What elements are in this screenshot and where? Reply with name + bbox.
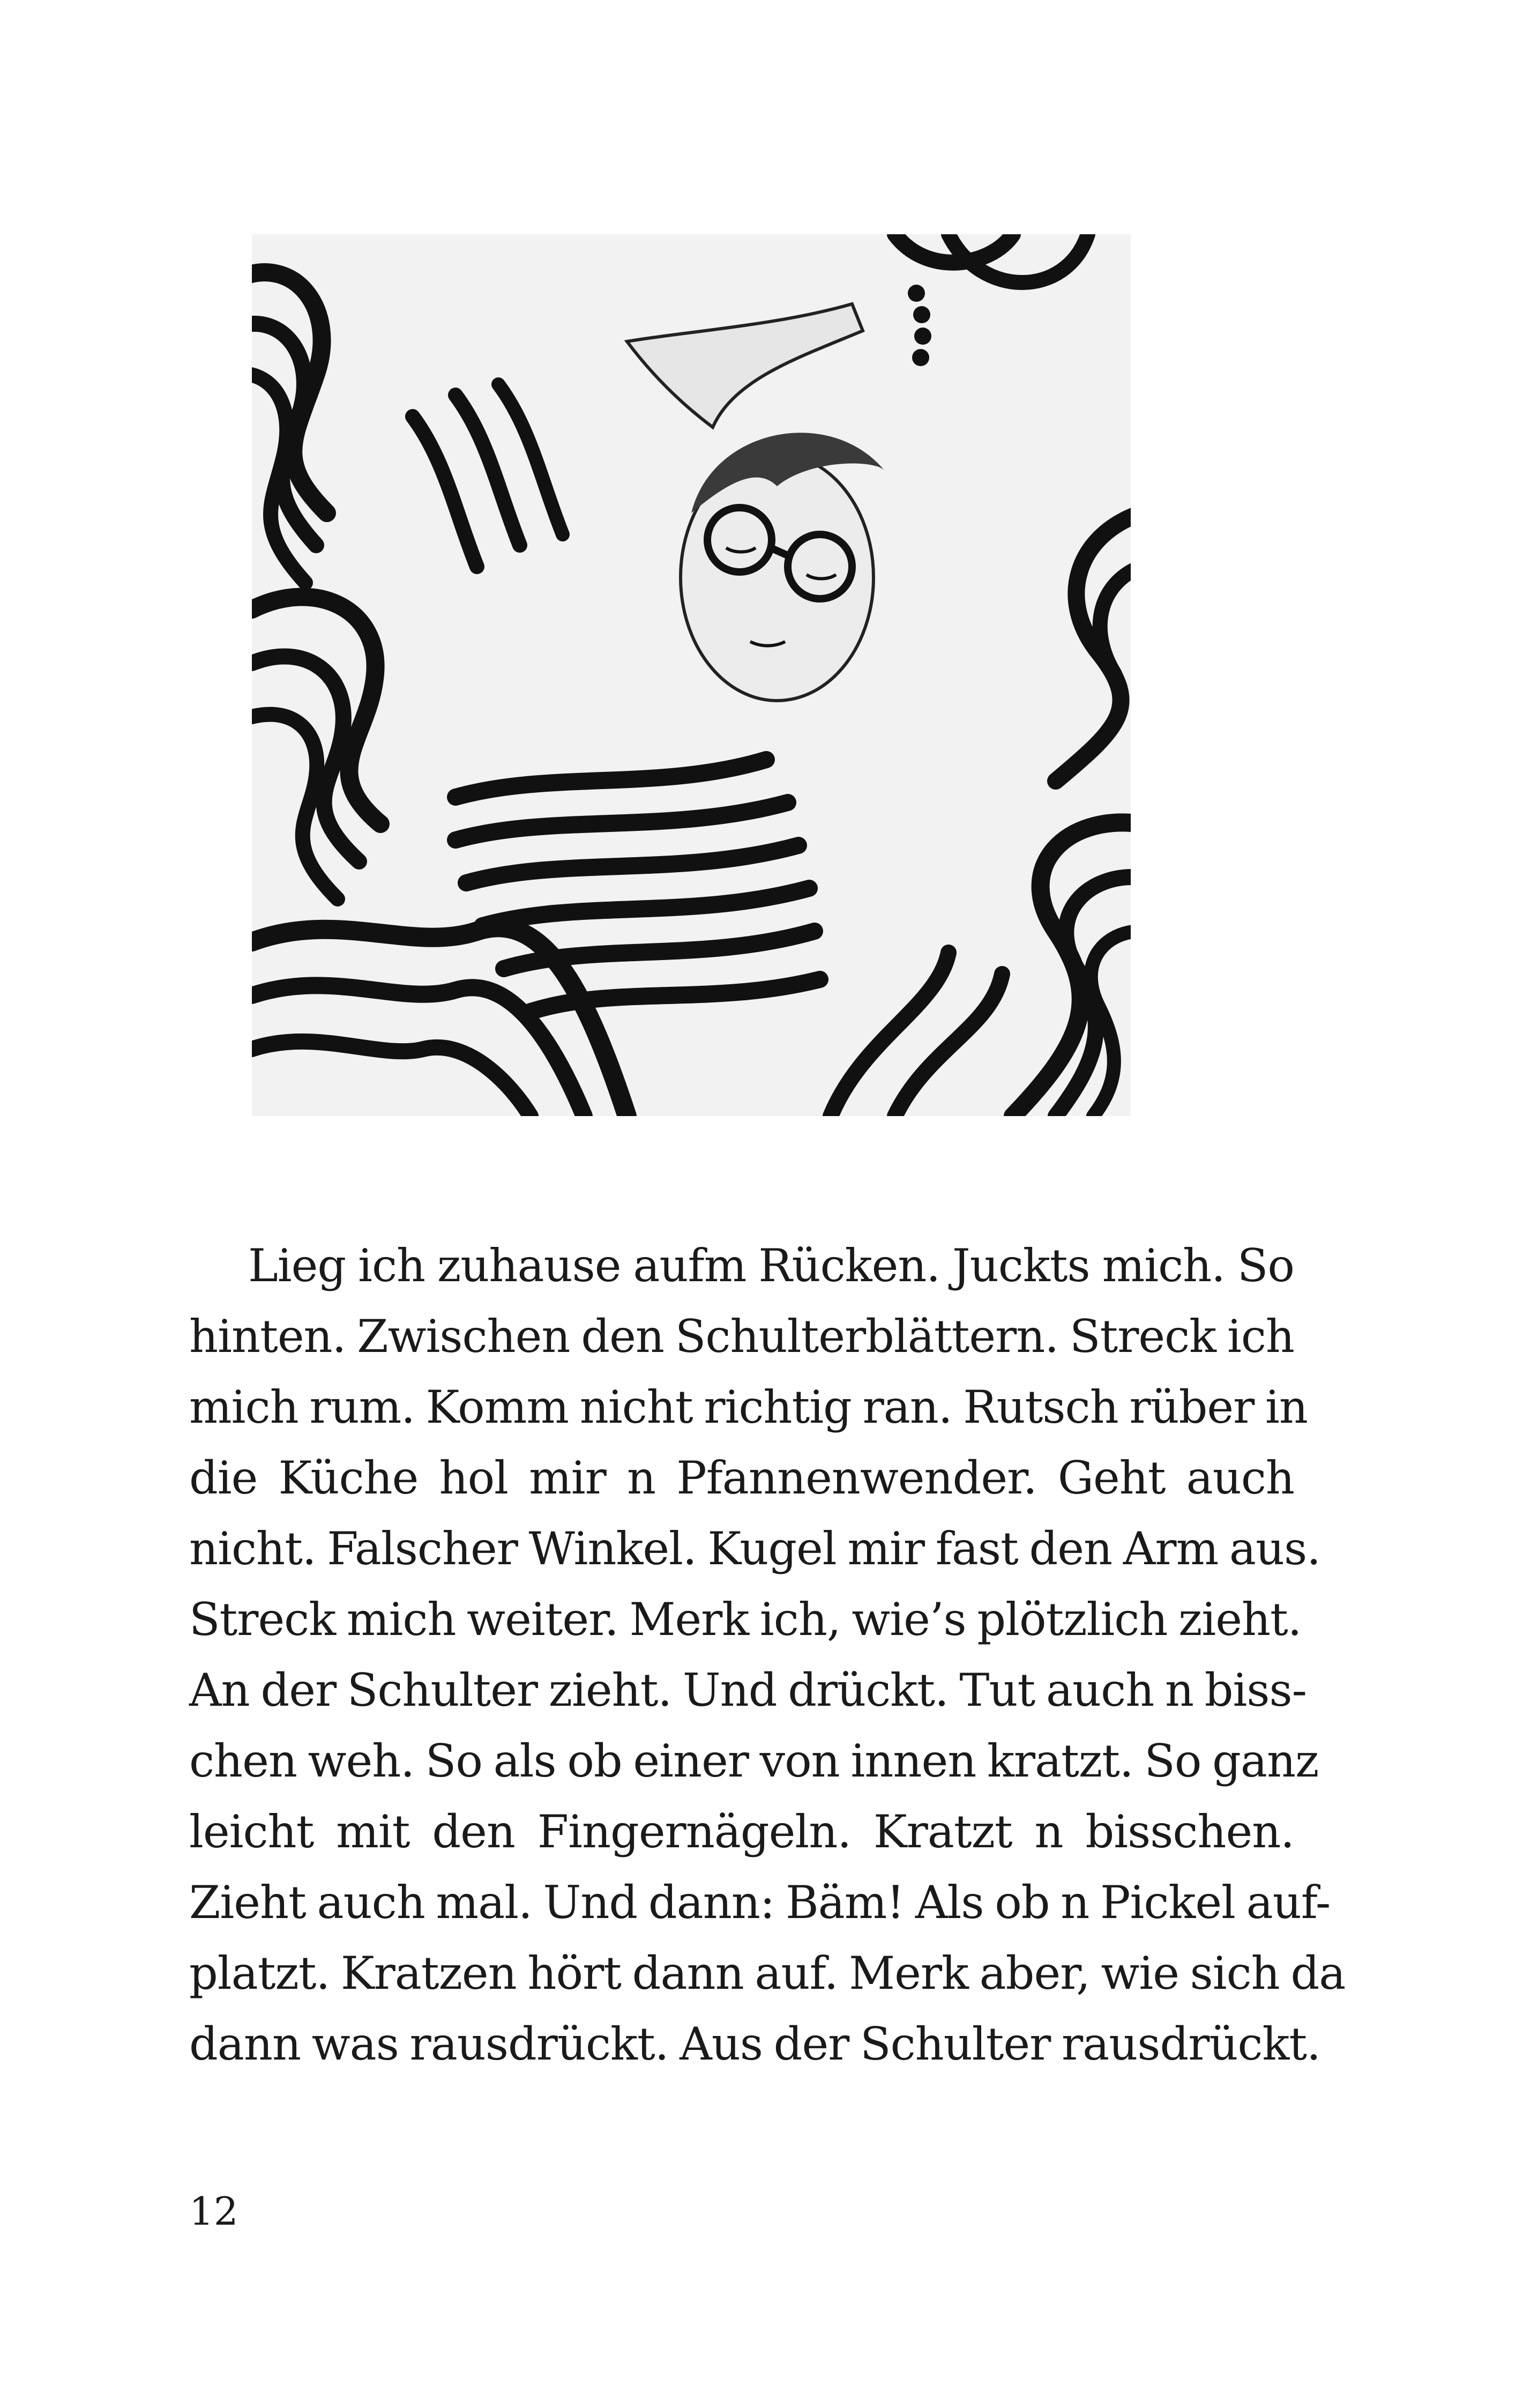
text-line: chen weh. So als ob einer von innen kratzt. So ganz [189, 1735, 1319, 1787]
page-number: 12 [189, 2189, 238, 2234]
text-line: An der Schulter zieht. Und drückt. Tut auch n biss- [189, 1664, 1307, 1716]
text-line: leicht mit den Fingernägeln. Kratzt n bisschen. [189, 1805, 1294, 1858]
text-line: platzt. Kratzen hört dann auf. Merk aber, wie sich da [189, 1947, 1346, 2000]
text-line: mich rum. Komm nicht richtig ran. Rutsch rüber in [189, 1381, 1308, 1433]
text-line: nicht. Falscher Winkel. Kugel mir fast den Arm aus. [189, 1522, 1320, 1575]
text-line: hinten. Zwischen den Schulterblättern. Streck ich [189, 1310, 1294, 1363]
striped-portrait-illustration-icon [252, 234, 1131, 1116]
text-line: Streck mich weiter. Merk ich, wie’s plötzlich zieht. [189, 1593, 1302, 1646]
body-text [189, 1230, 1346, 2079]
text-line: Zieht auch mal. Und dann: Bäm! Als ob n Pickel auf- [189, 1876, 1331, 1929]
illustration [252, 234, 1131, 1116]
text-line: Lieg ich zuhause aufm Rücken. Juckts mich. So [248, 1239, 1294, 1292]
text-line: dann was rausdrückt. Aus der Schulter rausdrückt. [189, 2018, 1320, 2070]
text-line: die Küche hol mir n Pfannenwender. Geht auch [189, 1452, 1294, 1504]
